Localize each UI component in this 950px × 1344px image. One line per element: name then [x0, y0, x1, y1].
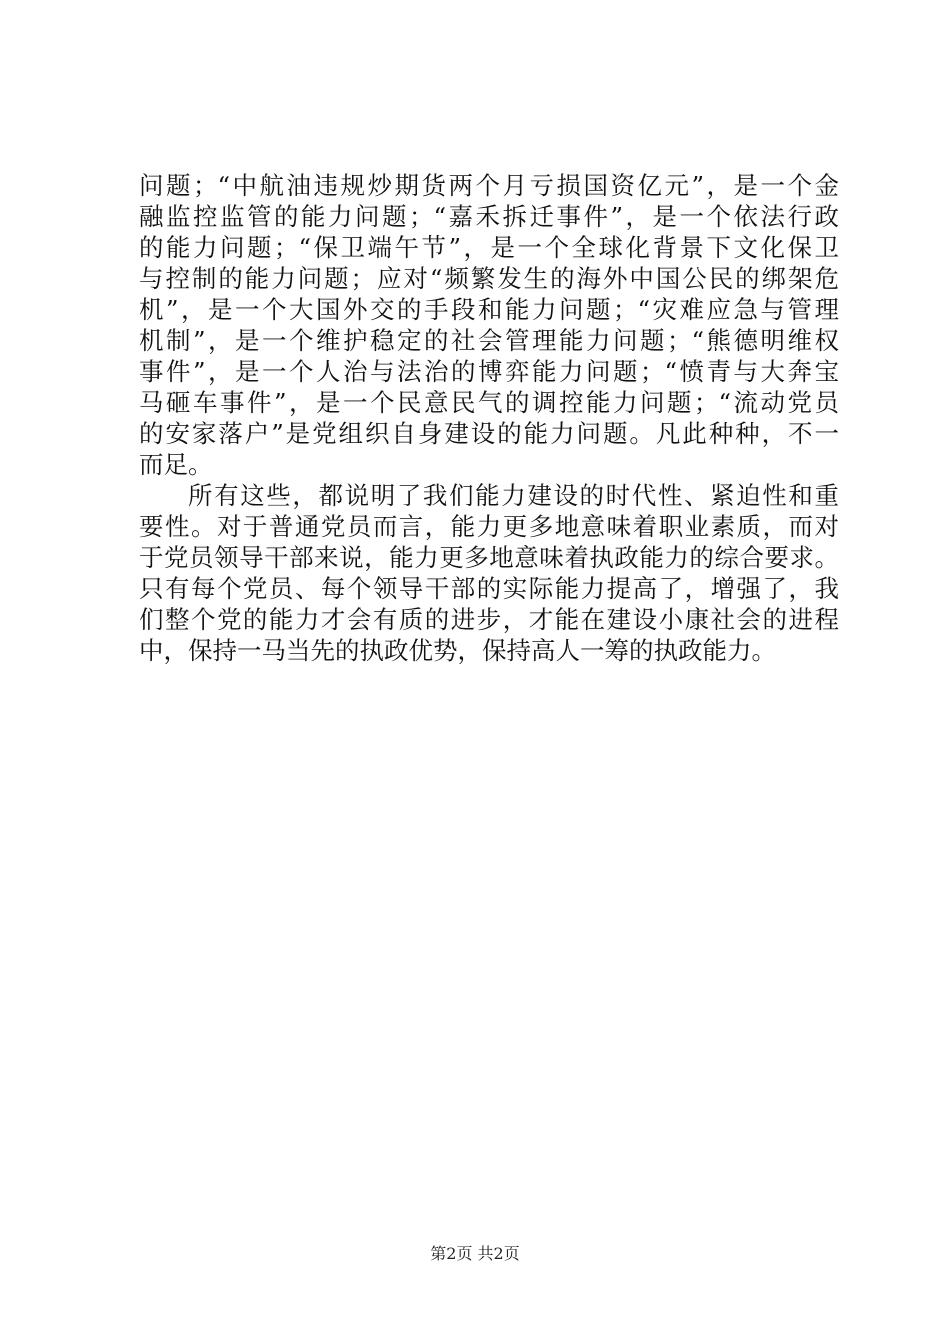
text-line: 要性。对于普通党员而言，能力更多地意味着职业素质，而对	[139, 512, 839, 541]
text-line: 中，保持一马当先的执政优势，保持高人一筹的执政能力。	[139, 636, 776, 665]
paragraph-2	[139, 480, 839, 666]
page-footer	[0, 1243, 950, 1265]
text-line: 机制”，是一个维护稳定的社会管理能力问题；“熊德明维权	[139, 326, 839, 355]
text-line: 只有每个党员、每个领导干部的实际能力提高了，增强了，我	[139, 574, 839, 603]
text-line: 的安家落户”是党组织自身建设的能力问题。凡此种种，不一	[139, 419, 839, 448]
text-line: 的能力问题；“保卫端午节”，是一个全球化背景下文化保卫	[139, 233, 839, 262]
text-line: 所有这些，都说明了我们能力建设的时代性、紧迫性和重	[188, 481, 839, 510]
text-line: 们整个党的能力才会有质的进步，才能在建设小康社会的进程	[139, 605, 839, 634]
text-line: 与控制的能力问题；应对“频繁发生的海外中国公民的绑架危	[139, 264, 839, 293]
paragraph-1	[139, 170, 839, 480]
page-number: 第2页 共2页	[430, 1244, 520, 1263]
text-line: 融监控监管的能力问题；“嘉禾拆迁事件”，是一个依法行政	[139, 202, 839, 231]
text-line: 事件”，是一个人治与法治的博弈能力问题；“愤青与大奔宝	[139, 357, 839, 386]
text-line: 问题；“中航油违规炒期货两个月亏损国资亿元”，是一个金	[139, 171, 839, 200]
text-line: 马砸车事件”，是一个民意民气的调控能力问题；“流动党员	[139, 388, 839, 417]
text-line: 于党员领导干部来说，能力更多地意味着执政能力的综合要求。	[139, 543, 839, 572]
text-line: 机”，是一个大国外交的手段和能力问题；“灾难应急与管理	[139, 295, 839, 324]
text-line: 而足。	[139, 450, 213, 479]
document-body	[139, 170, 839, 666]
